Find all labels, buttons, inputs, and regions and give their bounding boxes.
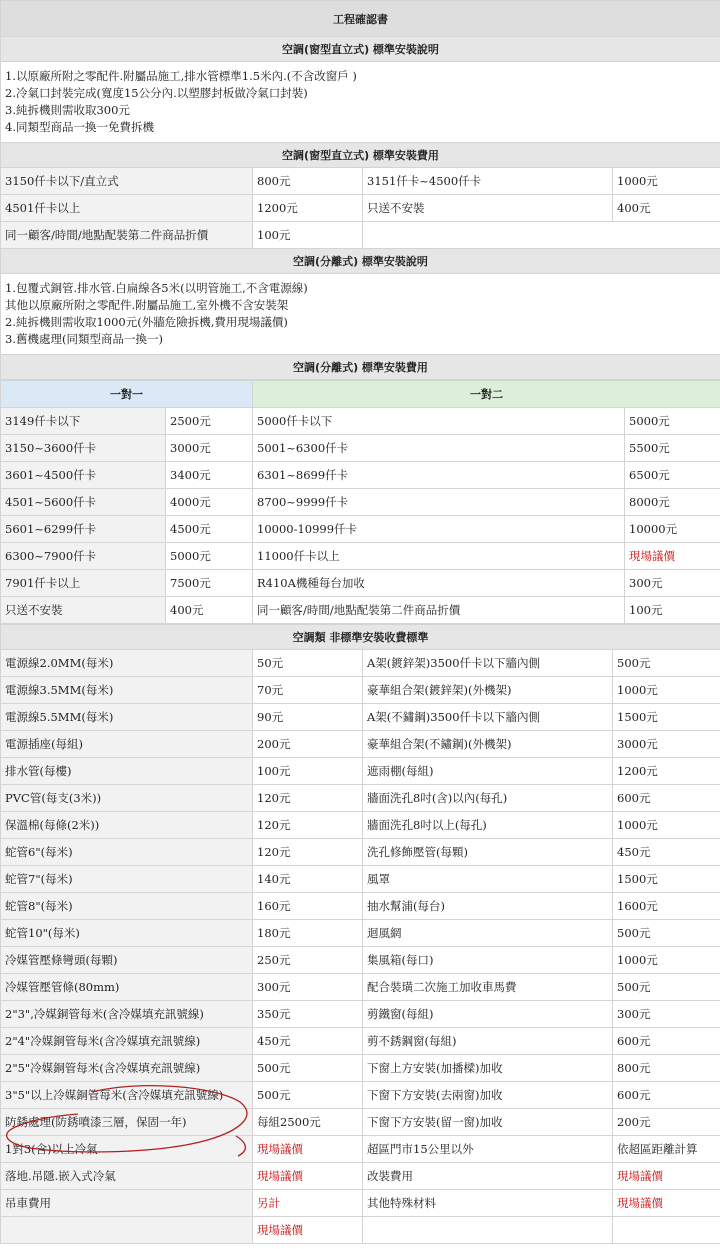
note-line: 1.包覆式銅管.排水管.白扁線各5米(以明管施工,不含電源線): [5, 281, 308, 295]
table-cell: 120元: [253, 812, 363, 839]
table-cell: 6300~7900仟卡: [1, 543, 166, 570]
table-cell: A架(鍍鋅架)3500仟卡以下牆內側: [363, 650, 613, 677]
window-install-notes: [1, 62, 720, 143]
table-cell: 5000元: [166, 543, 253, 570]
table-cell: 迴風網: [363, 920, 613, 947]
table-cell: 5601~6299仟卡: [1, 516, 166, 543]
table-cell: 800元: [613, 1055, 720, 1082]
table-cell: 5000元: [625, 408, 720, 435]
table-row: [1, 570, 720, 597]
table-cell: 風罩: [363, 866, 613, 893]
table-cell: 2500元: [166, 408, 253, 435]
table-cell: 8700~9999仟卡: [253, 489, 625, 516]
table-cell: 1對3(含)以上冷氣: [1, 1136, 253, 1163]
table-cell: 5000仟卡以下: [253, 408, 625, 435]
table-cell: 其他特殊材料: [363, 1190, 613, 1217]
table-cell: 300元: [625, 570, 720, 597]
page-title: 工程確認書: [1, 1, 720, 37]
table-row: [1, 543, 720, 570]
table-cell: 180元: [253, 920, 363, 947]
table-cell: 1600元: [613, 893, 720, 920]
table-cell: 450元: [253, 1028, 363, 1055]
table-cell: 蛇管6"(每米): [1, 839, 253, 866]
table-row: [1, 408, 720, 435]
table-cell: 剪不銹鋼窗(每組): [363, 1028, 613, 1055]
table-cell: 3400元: [166, 462, 253, 489]
table-cell: 3601~4500仟卡: [1, 462, 166, 489]
table-cell: 6301~8699仟卡: [253, 462, 625, 489]
table-row: [1, 785, 720, 812]
table-row: [1, 677, 720, 704]
table-cell: 120元: [253, 839, 363, 866]
table-cell: 5500元: [625, 435, 720, 462]
table-row: [1, 489, 720, 516]
window-fee-header: 空調(窗型直立式) 標準安裝費用: [1, 143, 720, 168]
table-cell: 3150仟卡以下/直立式: [1, 168, 253, 195]
table-cell: A架(不鏽鋼)3500仟卡以下牆內側: [363, 704, 613, 731]
table-cell: 140元: [253, 866, 363, 893]
table-cell: 3150~3600仟卡: [1, 435, 166, 462]
table-cell: 4501~5600仟卡: [1, 489, 166, 516]
table-cell: 500元: [253, 1055, 363, 1082]
table-row: [1, 866, 720, 893]
table-cell: 500元: [613, 920, 720, 947]
note-line: 3.純拆機則需收取300元: [5, 103, 130, 117]
table-row: [1, 920, 720, 947]
table-cell: 每組2500元: [253, 1109, 363, 1136]
table-cell: 200元: [613, 1109, 720, 1136]
table-cell: 1000元: [613, 812, 720, 839]
table-row: [1, 1109, 720, 1136]
window-install-header: 空調(窗型直立式) 標準安裝說明: [1, 37, 720, 62]
table-row: [1, 839, 720, 866]
table-cell: 防銹處理(防銹噴漆三層，保固一年): [1, 1109, 253, 1136]
table-cell: 冷媒管壓管條(80mm): [1, 974, 253, 1001]
table-cell: 11000仟卡以上: [253, 543, 625, 570]
table-cell: 洗孔修飾壓管(每顆): [363, 839, 613, 866]
table-row: [1, 650, 720, 677]
table-cell: 3000元: [166, 435, 253, 462]
table-row: [1, 597, 720, 624]
table-cell: 現場議價: [625, 543, 720, 570]
table-cell: 冷媒管壓條彎頭(每顆): [1, 947, 253, 974]
table-row: [1, 1217, 720, 1244]
table-cell: 2"5"冷媒銅管每米(含冷媒填充訊號線): [1, 1055, 253, 1082]
table-cell: 3149仟卡以下: [1, 408, 166, 435]
table-cell: 1000元: [613, 168, 720, 195]
table-cell: 600元: [613, 1082, 720, 1109]
table-cell: 600元: [613, 785, 720, 812]
confirmation-table: [0, 0, 720, 380]
extra-fee-table: [0, 624, 720, 1244]
table-cell: 依超區距離計算: [613, 1136, 720, 1163]
extra-fee-rows: [1, 650, 720, 1244]
table-cell: 蛇管8"(每米): [1, 893, 253, 920]
split-fee-rows: [1, 408, 720, 624]
table-cell: 120元: [253, 785, 363, 812]
table-cell: 1000元: [613, 677, 720, 704]
table-row: [1, 731, 720, 758]
table-cell: 250元: [253, 947, 363, 974]
table-cell: 1500元: [613, 704, 720, 731]
table-cell: 8000元: [625, 489, 720, 516]
table-cell: 保溫棉(每條(2米)): [1, 812, 253, 839]
table-cell: 100元: [625, 597, 720, 624]
table-cell: 4500元: [166, 516, 253, 543]
split-install-header: 空調(分離式) 標準安裝說明: [1, 249, 720, 274]
table-cell: 電源線3.5MM(每米): [1, 677, 253, 704]
split-fee-table: [0, 380, 720, 624]
table-cell: 改裝費用: [363, 1163, 613, 1190]
table-cell: PVC管(每支(3米)): [1, 785, 253, 812]
table-cell: 吊車費用: [1, 1190, 253, 1217]
table-cell: 2"3",冷媒銅管每米(含冷媒填充訊號線): [1, 1001, 253, 1028]
table-cell: 豪華組合架(不鏽鋼)(外機架): [363, 731, 613, 758]
table-cell: R410A機種每台加收: [253, 570, 625, 597]
table-cell: 1200元: [613, 758, 720, 785]
table-row: [1, 516, 720, 543]
table-cell: 10000-10999仟卡: [253, 516, 625, 543]
table-row: [1, 704, 720, 731]
table-cell: 500元: [613, 650, 720, 677]
table-cell: 下窗下方安裝(去兩窗)加收: [363, 1082, 613, 1109]
note-line: 3.舊機處理(同類型商品一換一): [5, 332, 163, 346]
table-cell: 6500元: [625, 462, 720, 489]
table-cell: 3151仟卡~4500仟卡: [363, 168, 613, 195]
table-row: [1, 1190, 720, 1217]
table-cell: 牆面洗孔8吋(含)以內(每孔): [363, 785, 613, 812]
table-cell: 500元: [253, 1082, 363, 1109]
table-cell: [613, 1217, 720, 1244]
table-cell: 300元: [253, 974, 363, 1001]
table-cell: 1000元: [613, 947, 720, 974]
table-cell: 超區門市15公里以外: [363, 1136, 613, 1163]
table-cell: 現場議價: [613, 1190, 720, 1217]
table-cell: 同一顧客/時間/地點配裝第二件商品折價: [1, 222, 253, 249]
table-cell: 落地.吊隱.嵌入式冷氣: [1, 1163, 253, 1190]
table-cell: 160元: [253, 893, 363, 920]
table-cell: 電源線2.0MM(每米): [1, 650, 253, 677]
table-cell: 1500元: [613, 866, 720, 893]
table-row: [1, 1136, 720, 1163]
table-cell: 1200元: [253, 195, 363, 222]
table-row: [1, 1001, 720, 1028]
table-cell: 只送不安裝: [363, 195, 613, 222]
table-cell: 剪鐵窗(每組): [363, 1001, 613, 1028]
table-cell: 400元: [166, 597, 253, 624]
table-row: [1, 947, 720, 974]
table-cell: 10000元: [625, 516, 720, 543]
note-line: 2.冷氣口封裝完成(寬度15公分內.以塑膠封板做冷氣口封裝): [5, 86, 308, 100]
table-row: [1, 893, 720, 920]
table-cell: 集風箱(每口): [363, 947, 613, 974]
table-cell: 2"4"冷媒銅管每米(含冷媒填充訊號線): [1, 1028, 253, 1055]
table-cell: 蛇管7"(每米): [1, 866, 253, 893]
table-cell: 抽水幫浦(每台): [363, 893, 613, 920]
table-row: [1, 168, 720, 195]
table-cell: 450元: [613, 839, 720, 866]
table-cell: 現場議價: [253, 1217, 363, 1244]
table-row: [1, 1028, 720, 1055]
table-cell: [1, 1217, 253, 1244]
extra-fee-header: 空調類 非標準安裝收費標準: [1, 625, 720, 650]
table-cell: [363, 222, 720, 249]
table-cell: 下窗下方安裝(留一窗)加收: [363, 1109, 613, 1136]
table-cell: 7500元: [166, 570, 253, 597]
table-cell: 800元: [253, 168, 363, 195]
table-cell: 遮雨棚(每組): [363, 758, 613, 785]
table-cell: 另計: [253, 1190, 363, 1217]
table-cell: 4501仟卡以上: [1, 195, 253, 222]
table-cell: 100元: [253, 758, 363, 785]
table-cell: 3000元: [613, 731, 720, 758]
note-line: 1.以原廠所附之零配件.附屬品施工,排水管標準1.5米內.(不含改窗戶 ): [5, 69, 357, 83]
table-cell: 70元: [253, 677, 363, 704]
table-cell: 200元: [253, 731, 363, 758]
table-cell: 100元: [253, 222, 363, 249]
table-cell: 只送不安裝: [1, 597, 166, 624]
note-line: 其他以原廠所附之零配件.附屬品施工,室外機不含安裝架: [5, 298, 289, 312]
note-line: 4.同類型商品一換一免費拆機: [5, 120, 154, 134]
table-row: [1, 462, 720, 489]
table-row: [1, 812, 720, 839]
split-install-notes: [1, 274, 720, 355]
table-row: [1, 435, 720, 462]
table-cell: 現場議價: [253, 1163, 363, 1190]
table-row: [1, 222, 720, 249]
table-row: [1, 1163, 720, 1190]
table-cell: 90元: [253, 704, 363, 731]
table-cell: 豪華組合架(鍍鋅架)(外機架): [363, 677, 613, 704]
table-row: [1, 974, 720, 1001]
table-cell: 4000元: [166, 489, 253, 516]
table-cell: 7901仟卡以上: [1, 570, 166, 597]
table-row: [1, 758, 720, 785]
table-cell: 500元: [613, 974, 720, 1001]
table-cell: 300元: [613, 1001, 720, 1028]
table-cell: 現場議價: [613, 1163, 720, 1190]
table-cell: 電源插座(每組): [1, 731, 253, 758]
table-cell: 400元: [613, 195, 720, 222]
table-cell: 蛇管10"(每米): [1, 920, 253, 947]
table-cell: 配合裝璜二次施工加收車馬費: [363, 974, 613, 1001]
table-row: [1, 1055, 720, 1082]
table-cell: 同一顧客/時間/地點配裝第二件商品折價: [253, 597, 625, 624]
table-cell: 排水管(每樓): [1, 758, 253, 785]
one-to-two-header: 一對二: [253, 381, 720, 408]
window-fee-rows: [1, 168, 720, 249]
table-cell: 牆面洗孔8吋以上(每孔): [363, 812, 613, 839]
one-to-one-header: 一對一: [1, 381, 253, 408]
table-cell: 50元: [253, 650, 363, 677]
table-row: [1, 195, 720, 222]
table-cell: 3"5"以上冷媒銅管每米(含冷媒填充訊號線): [1, 1082, 253, 1109]
table-cell: 電源線5.5MM(每米): [1, 704, 253, 731]
table-cell: 5001~6300仟卡: [253, 435, 625, 462]
table-cell: [363, 1217, 613, 1244]
note-line: 2.純拆機則需收取1000元(外牆危險拆機,費用現場議價): [5, 315, 288, 329]
table-cell: 600元: [613, 1028, 720, 1055]
split-fee-header: 空調(分離式) 標準安裝費用: [1, 355, 720, 380]
table-cell: 現場議價: [253, 1136, 363, 1163]
table-cell: 下窗上方安裝(加播樑)加收: [363, 1055, 613, 1082]
table-row: [1, 1082, 720, 1109]
table-cell: 350元: [253, 1001, 363, 1028]
